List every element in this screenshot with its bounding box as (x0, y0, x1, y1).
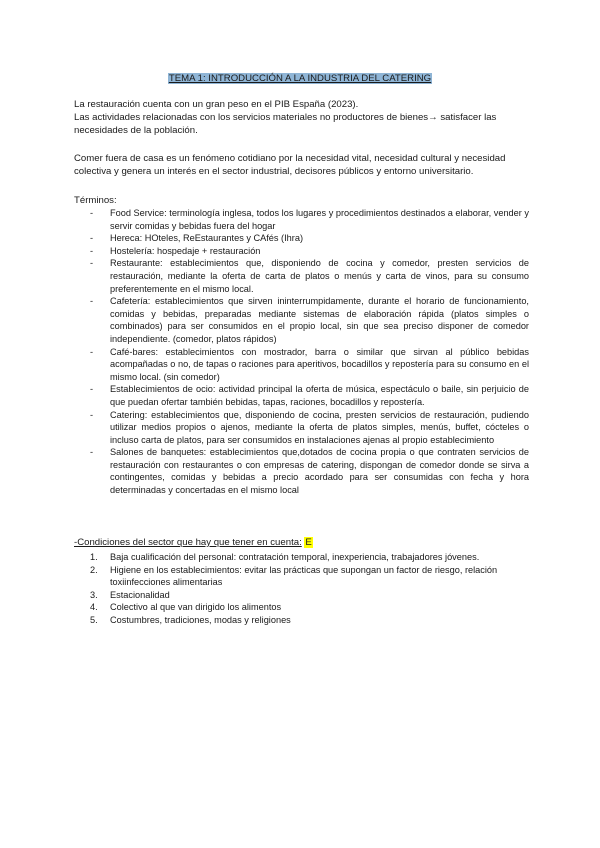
page-title (0, 72, 600, 85)
terms-heading: Términos: (74, 195, 117, 206)
list-item (74, 589, 529, 602)
list-item: - Food Service: terminología inglesa, todos los lugares y procedimientos destinados a elaborar, vender y servir comidas y bebidas fuera del hogar (90, 208, 529, 231)
page-title-text: TEMA 1: INTRODUCCIÓN A LA INDUSTRIA DEL CATERING (168, 73, 432, 84)
intro-line-1: La restauración cuenta con un gran peso en el PIB España (2023). (74, 99, 359, 110)
condition-number: 1. (90, 552, 98, 562)
list-item: - Restaurante: establecimientos que, disponiendo de cocina y comedor, presten servicios de restauración, mediante la oferta de carta de platos o menús y carta de vinos, para su consumo preferentemente en el mismo local. (90, 258, 529, 294)
list-item: - Hereca: HOteles, ReEstaurantes y CAfés (Ihra) (90, 233, 304, 244)
conditions-heading (74, 537, 313, 550)
condition-text: Higiene en los establecimientos: evitar las prácticas que supongan un factor de riesgo, relación toxiinfecciones alimentarias (110, 564, 498, 588)
list-item: - Catering: establecimientos que, disponiendo de cocina, presten servicios de restauración, pudiendo utilizar medios propios o ajenos, mediante la oferta de platos simples, menús, buffet, cócteles o incluso carta de platos, para ser consumidos en instalaciones ajenas al propio establecimiento (90, 409, 529, 445)
highlight-mark: E (305, 537, 312, 548)
conditions-list (74, 551, 529, 627)
list-item: - Hostelería: hospedaje + restauración (90, 245, 261, 256)
list-item (74, 614, 529, 627)
condition-number: 2. (90, 564, 98, 575)
list-item (74, 601, 529, 614)
condition-text: Estacionalidad (110, 589, 170, 600)
list-item: - Salones de banquetes: establecimientos que,dotados de cocina propia o que contraten servicios de restauración con restaurantes o con empresas de catering, dispongan de comedor donde se sirva a contingentes, comidas y bebidas a precio acordado para ser consumidas con fecha y hora determinadas y concertadas en el mismo local (90, 447, 529, 496)
term-cafeteria: Cafetería: establecimientos que sirven ininterrumpidamente, durante el horario de funcionamiento, comidas y bebidas, preparadas mediante sistemas de elaboración rápida (platos simples o combinados) para ser consumidos en el propio local, sin que sea preciso disponer de comedor independiente. (comedor, platos rápidos) (110, 296, 529, 344)
term-restaurante: Restaurante: establecimientos que, disponiendo de cocina y comedor, presten servicios de restauración, mediante la oferta de carta de platos o menús y carta de vinos, para su consumo preferentemente en el mismo local. (110, 258, 529, 294)
paragraph-eating-out: Comer fuera de casa es un fenómeno cotidiano por la necesidad vital, necesidad cultural y necesidad colectiva y genera un interés en el sector industrial, decisores públicos y entorno universitario. (74, 153, 506, 177)
term-cafe-bares: Café-bares: establecimientos con mostrador, barra o similar que sirvan al público bebidas acompañadas o no, de tapas o raciones para aperitivos, bocadillos y repostería para su consumo en el mismo local. (sin comedor) (110, 346, 529, 382)
list-item (74, 564, 529, 589)
term-food-service: Food Service: terminología inglesa, todos los lugares y procedimientos destinados a elaborar, vender y servir comidas y bebidas fuera del hogar (110, 208, 529, 231)
term-banquetes: Salones de banquetes: establecimientos que,dotados de cocina propia o que contraten servicios de restauración con restaurantes o con empresas de catering, dispongan de comedor donde se sirva a contingentes, comidas y bebidas a precio acordado para ser consumidas con fecha y hora determinadas y concertadas en el mismo local (110, 447, 529, 496)
list-item (74, 551, 529, 564)
condition-number: 5. (90, 614, 98, 625)
condition-text: Colectivo al que van dirigido los alimentos (110, 602, 282, 613)
term-hereca: Hereca: HOteles, ReEstaurantes y CAfés (Ihra) (110, 233, 304, 244)
term-ocio: Establecimientos de ocio: actividad principal la oferta de música, espectáculo o baile, sin perjuicio de que puedan ofertar también bebidas, tapas, raciones, bocadillos y repostería. (110, 384, 529, 407)
list-item: - Café-bares: establecimientos con mostrador, barra o similar que sirvan al público bebidas acompañadas o no, de tapas o raciones para aperitivos, bocadillos y repostería para su consumo en el mismo local. (sin comedor) (90, 346, 529, 382)
term-hosteleria: Hostelería: hospedaje + restauración (110, 245, 261, 256)
condition-text: Baja cualificación del personal: contratación temporal, inexperiencia, trabajadores jóvenes. (110, 552, 480, 562)
condition-number: 3. (90, 589, 98, 600)
conditions-heading-text: -Condiciones del sector que hay que tener en cuenta: (74, 537, 302, 548)
list-item: - Establecimientos de ocio: actividad principal la oferta de música, espectáculo o baile, sin perjuicio de que puedan ofertar también bebidas, tapas, raciones, bocadillos y repostería. (90, 384, 529, 407)
term-catering: Catering: establecimientos que, disponiendo de cocina, presten servicios de restauración, pudiendo utilizar medios propios o ajenos, mediante la oferta de platos simples, menús, buffet, cócteles o incluso carta de platos, para ser consumidos en instalaciones ajenas al propio establecimiento (110, 409, 529, 445)
terms-list (74, 207, 529, 497)
condition-number: 4. (90, 602, 98, 613)
intro-line-2: Las actividades relacionadas con los servicios materiales no productores de bienes→ satisfacer las necesidades de la población. (74, 112, 497, 136)
condition-text: Costumbres, tradiciones, modas y religiones (110, 614, 291, 625)
list-item: - Cafetería: establecimientos que sirven ininterrumpidamente, durante el horario de funcionamiento, comidas y bebidas, preparadas mediante sistemas de elaboración rápida (platos simples o combinados) para ser consumidos en el propio local, sin que sea preciso disponer de comedor independiente. (comedor, platos rápidos) (90, 296, 529, 344)
